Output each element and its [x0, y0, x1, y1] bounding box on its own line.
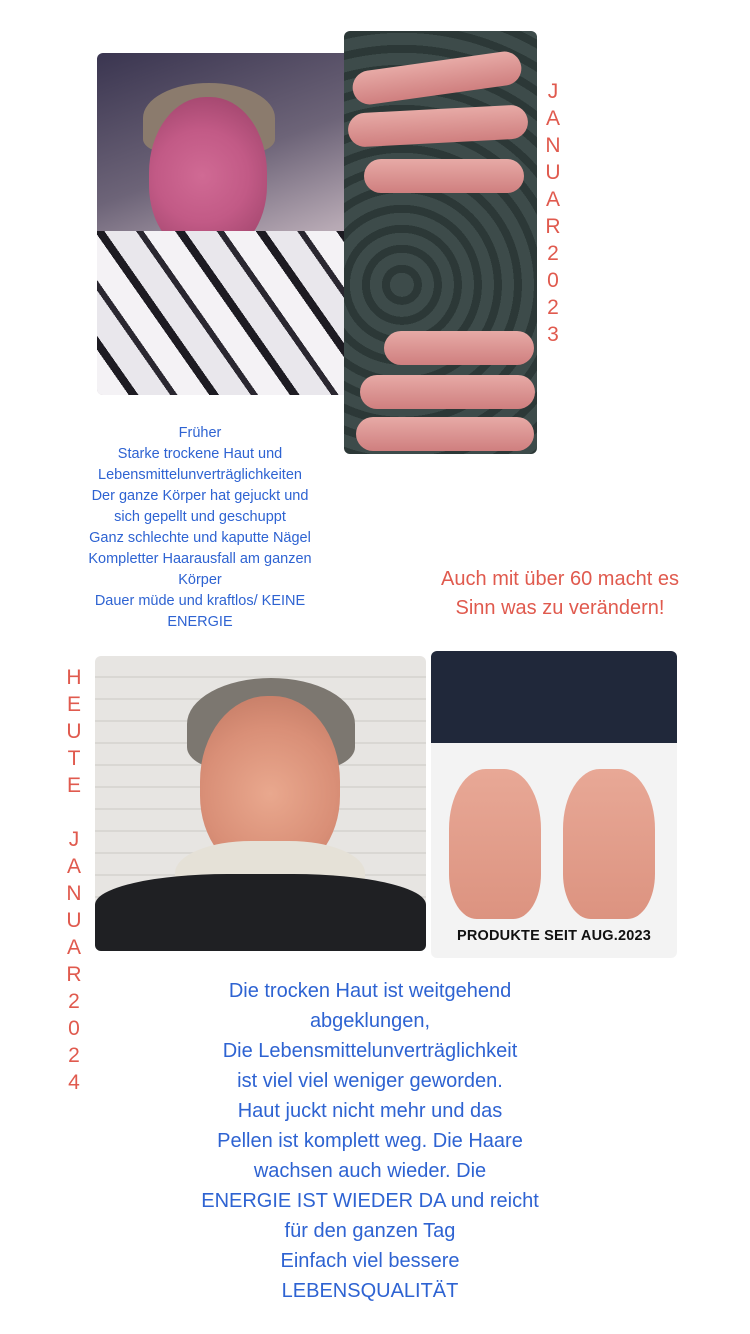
vertical-letter: 0 [68, 1017, 80, 1040]
right-hand-shape [563, 769, 655, 919]
vertical-letter: A [66, 936, 81, 959]
vertical-letter: N [66, 882, 82, 905]
today-text-line: ist viel viel weniger geworden. [237, 1070, 503, 1092]
before-description [50, 423, 350, 633]
before-text-line: Körper [178, 572, 222, 588]
before-text-line: Der ganze Körper hat gejuckt und [91, 488, 309, 504]
slogan-line: Sinn was zu verändern! [455, 597, 665, 619]
finger-shape [364, 159, 524, 193]
vertical-letter: 0 [547, 269, 559, 292]
vertical-letter: 2 [68, 1044, 80, 1067]
before-text-line: Starke trockene Haut und [117, 446, 283, 462]
vertical-letter: 4 [68, 1071, 80, 1094]
today-hands-photo [431, 651, 677, 958]
vertical-letter: J [68, 828, 80, 851]
before-text-line: Dauer müde und kraftlos/ KEINE [94, 593, 306, 609]
finger-shape [384, 331, 534, 365]
vertical-label-heute-januar-2024 [62, 664, 86, 1096]
vertical-letter: A [545, 107, 560, 130]
before-text-line: sich gepellt und geschuppt [114, 509, 286, 525]
today-text-line: für den ganzen Tag [284, 1220, 456, 1242]
vertical-letter: 2 [547, 242, 559, 265]
today-text-line: LEBENSQUALITÄT [281, 1280, 459, 1302]
today-description [160, 976, 580, 1306]
before-hands-photo [344, 31, 537, 454]
before-text-line: Lebensmittelunverträglichkeiten [98, 467, 302, 483]
finger-shape [356, 417, 534, 451]
today-text-line: Pellen ist komplett weg. Die Haare [217, 1130, 523, 1152]
vertical-letter: J [547, 80, 559, 103]
vertical-letter: R [66, 963, 82, 986]
blanket-pattern [97, 231, 354, 395]
today-text-line: abgeklungen, [309, 1010, 431, 1032]
finger-shape [347, 104, 529, 147]
vertical-letter: N [545, 134, 561, 157]
vertical-letter: 2 [547, 296, 559, 319]
before-face-photo [97, 53, 354, 395]
today-text-line: Die trocken Haut ist weitgehend [228, 980, 512, 1002]
left-hand-shape [449, 769, 541, 919]
vertical-letter: R [545, 215, 561, 238]
today-text-line: ENERGIE IST WIEDER DA und reicht [201, 1190, 539, 1212]
vertical-letter: A [545, 188, 560, 211]
vertical-letter: U [545, 161, 561, 184]
before-text-line: ENERGIE [167, 614, 233, 630]
vertical-label-januar-2023 [541, 78, 565, 348]
jacket-shape [95, 874, 426, 951]
vertical-letter: U [66, 720, 82, 743]
today-text-line: Einfach viel bessere [280, 1250, 460, 1272]
finger-shape [360, 375, 535, 409]
today-text-line: Haut juckt nicht mehr und das [237, 1100, 503, 1122]
before-text-line: Kompletter Haarausfall am ganzen [88, 551, 312, 567]
vertical-letter: 2 [68, 990, 80, 1013]
slogan-text [380, 565, 740, 623]
vertical-letter: T [67, 747, 81, 770]
before-text-line: Ganz schlechte und kaputte Nägel [89, 530, 311, 546]
vertical-letter: E [66, 774, 81, 797]
today-photo-caption: PRODUKTE SEIT AUG.2023 [456, 928, 652, 944]
today-text-line: wachsen auch wieder. Die [253, 1160, 487, 1182]
vertical-letter: 3 [547, 323, 559, 346]
vertical-letter: E [66, 693, 81, 716]
before-text-line: Früher [178, 425, 222, 441]
vertical-letter: U [66, 909, 82, 932]
today-face-photo [95, 656, 426, 951]
vertical-letter: A [66, 855, 81, 878]
today-text-line: Die Lebensmittelunverträglichkeit [222, 1040, 518, 1062]
slogan-line: Auch mit über 60 macht es [441, 568, 679, 590]
vertical-letter: H [66, 666, 82, 689]
finger-shape [350, 49, 523, 106]
